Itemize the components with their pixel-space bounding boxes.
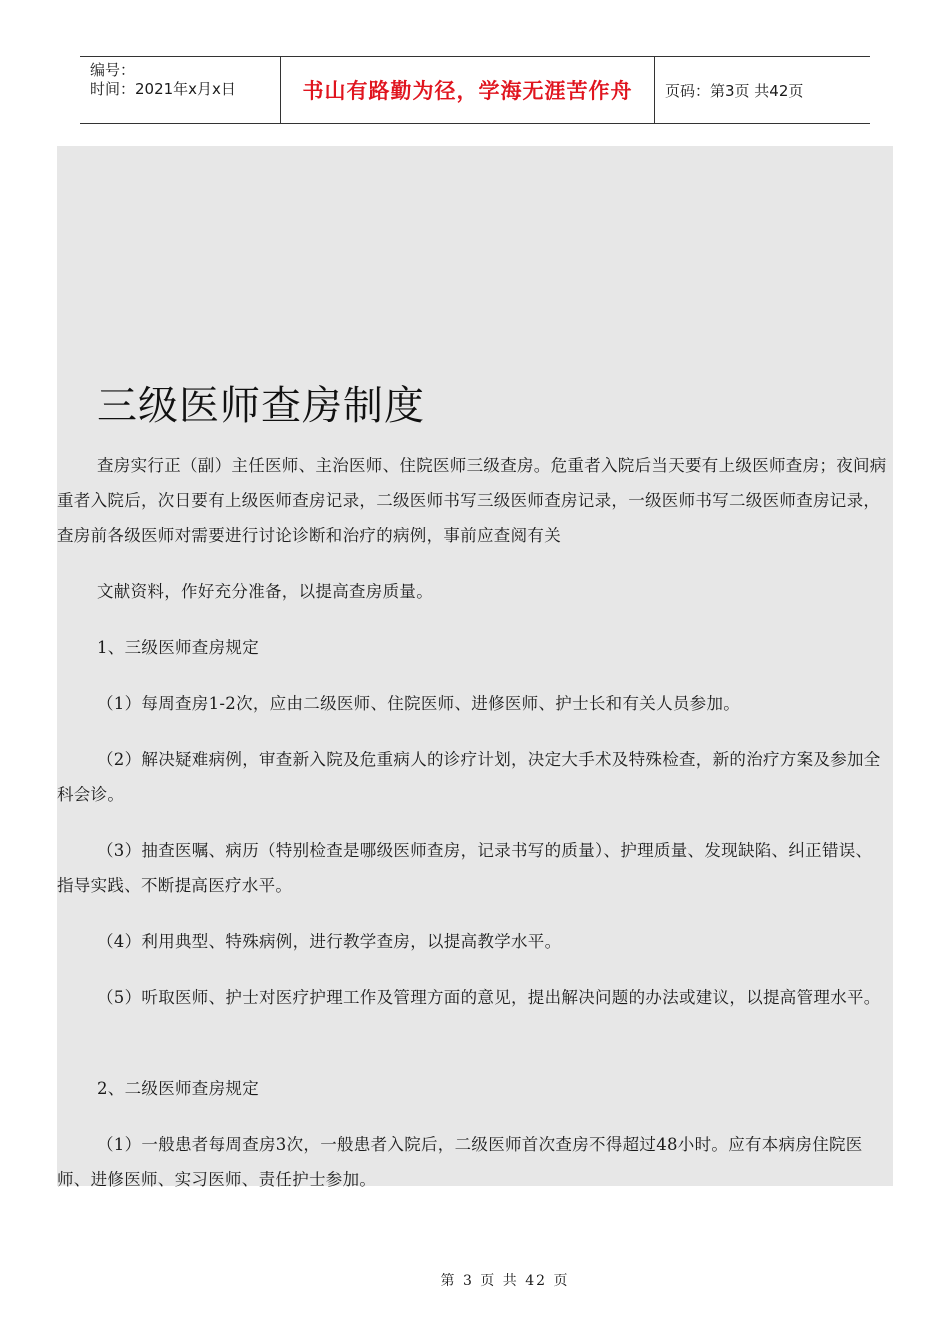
header-page-label: 页码：第3页 共42页 <box>665 81 804 100</box>
header-page-cell <box>655 57 870 123</box>
document-date-label: 时间：2021年x月x日 <box>90 80 236 98</box>
paragraph-1-5: （5）听取医师、护士对医疗护理工作及管理方面的意见，提出解决问题的办法或建议，以提高管理水平。 <box>97 988 881 1007</box>
paragraph-1-3: （3）抽查医嘱、病历（特别检查是哪级医师查房，记录书写的质量）、护理质量、发现缺陷、纠正错误、指导实践、不断提高医疗水平。 <box>57 841 873 895</box>
footer-page-number: 第 3 页 共 42 页 <box>440 1273 570 1289</box>
document-content <box>57 146 893 1189</box>
paragraph-1-2: （2）解决疑难病例，审查新入院及危重病人的诊疗计划，决定大手术及特殊检查，新的治疗方案及参加全科会诊。 <box>57 750 881 804</box>
header-info-cell <box>80 57 281 123</box>
paragraph-1-1: （1）每周查房1-2次，应由二级医师、住院医师、进修医师、护士长和有关人员参加。 <box>97 694 741 713</box>
section-heading-2: 2、二级医师查房规定 <box>97 1079 259 1098</box>
page-footer <box>0 1270 950 1290</box>
paragraph-1-4: （4）利用典型、特殊病例，进行教学查房，以提高教学水平。 <box>97 932 562 951</box>
header-motto-cell <box>281 57 655 123</box>
header-motto: 书山有路勤为径，学海无涯苦作舟 <box>302 79 633 103</box>
document-title: 三级医师查房制度 <box>97 383 425 429</box>
paragraph-intro-cont: 文献资料，作好充分准备，以提高查房质量。 <box>97 582 433 601</box>
document-number-label: 编号： <box>90 61 136 79</box>
section-heading-1: 1、三级医师查房规定 <box>97 638 259 657</box>
paragraph-2-1: （1）一般患者每周查房3次，一般患者入院后，二级医师首次查房不得超过48小时。应有本病房住院医师、进修医师、实习医师、责任护士参加。 <box>57 1135 863 1189</box>
paragraph-intro: 查房实行正（副）主任医师、主治医师、住院医师三级查房。危重者入院后当天要有上级医师查房；夜间病重者入院后，次日要有上级医师查房记录，二级医师书写三级医师查房记录，一级医师书写二级医师查房记录，查房前各级医师对需要进行讨论诊断和治疗的病例，事前应查阅有关 <box>57 456 887 545</box>
page-header <box>80 56 870 124</box>
